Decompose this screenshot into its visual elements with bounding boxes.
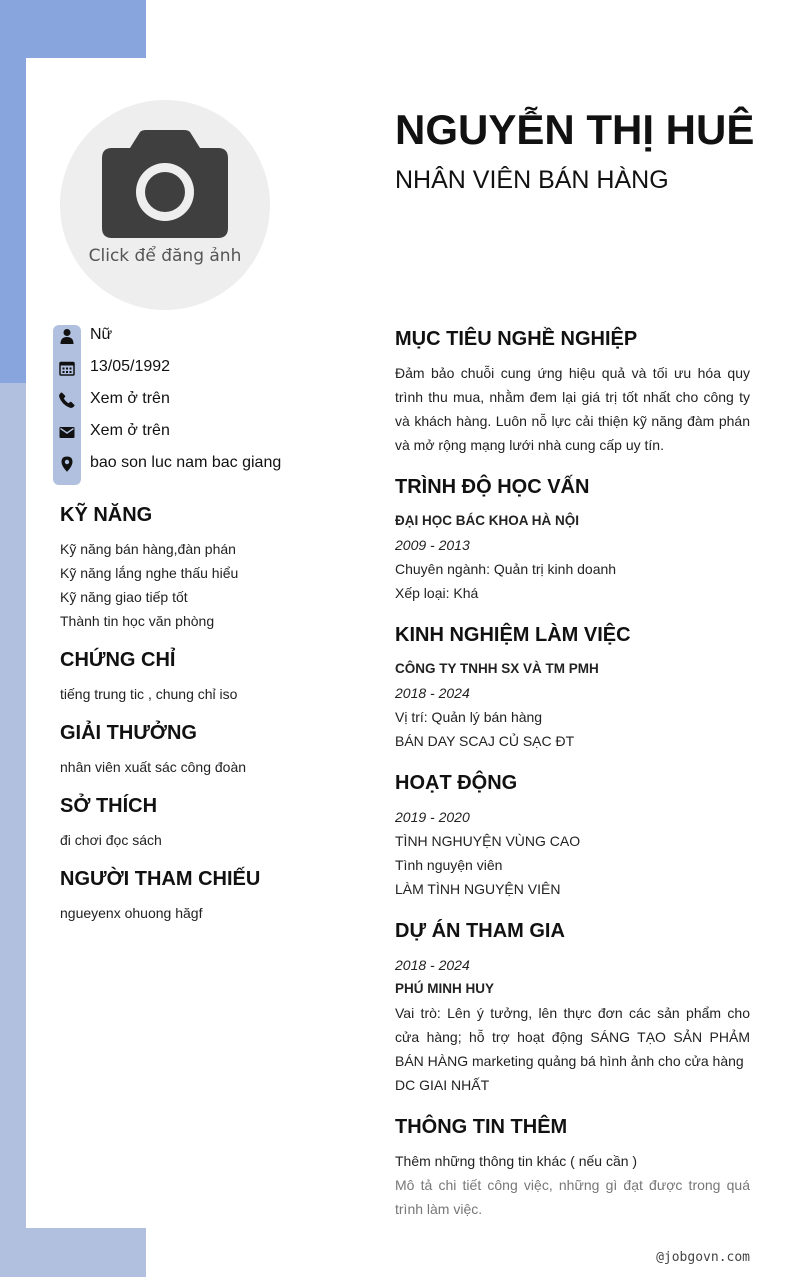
projects-title: DỰ ÁN THAM GIA bbox=[395, 920, 565, 942]
birthday-value: 13/05/1992 bbox=[90, 358, 171, 375]
contact-birthday bbox=[53, 355, 373, 383]
camera-icon bbox=[102, 130, 228, 240]
school-name: ĐẠI HỌC BÁC KHOA HÀ NỘI bbox=[395, 513, 579, 528]
hobbies-section bbox=[60, 793, 360, 852]
extra-description: Mô tả chi tiết công việc, những gì đạt được trong quá trình làm việc. bbox=[395, 1177, 750, 1217]
hobbies-title: SỞ THÍCH bbox=[60, 795, 158, 817]
photo-caption: Click để đăng ảnh bbox=[88, 246, 242, 266]
experience-desc: BÁN DAY SCAJ CỦ SẠC ĐT bbox=[395, 733, 575, 749]
experience-period: 2018 - 2024 bbox=[395, 685, 470, 701]
objective-title: MỤC TIÊU NGHỀ NGHIỆP bbox=[395, 328, 638, 350]
award-item: nhân viên xuất sác công đoàn bbox=[60, 759, 247, 775]
hobby-item: đi chơi đọc sách bbox=[60, 832, 162, 848]
envelope-icon bbox=[59, 424, 75, 440]
awards-section bbox=[60, 720, 360, 779]
email-value: Xem ở trên bbox=[90, 422, 170, 439]
skills-section bbox=[60, 502, 360, 633]
contact-gender bbox=[53, 323, 373, 351]
left-column bbox=[60, 502, 360, 939]
projects-section bbox=[395, 918, 750, 1097]
project-period: 2018 - 2024 bbox=[395, 957, 470, 973]
activity-desc: LÀM TÌNH NGUYỆN VIÊN bbox=[395, 881, 561, 897]
activities-section bbox=[395, 770, 750, 901]
footer-brand: @jobgovn.com bbox=[656, 1250, 750, 1265]
extra-line: Thêm những thông tin khác ( nếu cần ) bbox=[395, 1153, 638, 1169]
gender-value: Nữ bbox=[90, 326, 113, 343]
phone-icon bbox=[59, 392, 75, 408]
awards-title: GIẢI THƯỞNG bbox=[60, 722, 197, 744]
objective-text: Đảm bảo chuỗi cung ứng hiệu quả và tối ưu hóa quy trình thu mua, nhằm đem lại giá trị tốt nhất cho công ty và khách hàng. Luôn nỗ lực cải thiện kỹ năng đàm phán và mở rộng mạng lưới nhà cung cấp uy tín. bbox=[395, 365, 750, 453]
activity-role: Tình nguyện viên bbox=[395, 857, 503, 873]
job-title: NHÂN VIÊN BÁN HÀNG bbox=[395, 166, 669, 194]
project-desc: DC GIAI NHẤT bbox=[395, 1077, 490, 1093]
references-title: NGƯỜI THAM CHIẾU bbox=[60, 868, 261, 890]
references-section bbox=[60, 866, 360, 925]
skill-item: Kỹ năng lắng nghe thấu hiểu bbox=[60, 565, 239, 581]
right-column bbox=[395, 326, 750, 1238]
skills-title: KỸ NĂNG bbox=[60, 504, 153, 526]
reference-item: ngueyenx ohuong hăgf bbox=[60, 905, 203, 921]
phone-value: Xem ở trên bbox=[90, 390, 170, 407]
certificates-section bbox=[60, 647, 360, 706]
certificate-item: tiếng trung tic , chung chỉ iso bbox=[60, 686, 238, 702]
education-title: TRÌNH ĐỘ HỌC VẤN bbox=[395, 476, 590, 498]
extra-section bbox=[395, 1114, 750, 1221]
calendar-icon bbox=[59, 360, 75, 376]
education-period: 2009 - 2013 bbox=[395, 537, 470, 553]
experience-title: KINH NGHIỆM LÀM VIỆC bbox=[395, 624, 631, 646]
education-major: Chuyên ngành: Quản trị kinh doanh bbox=[395, 561, 617, 577]
activities-title: HOẠT ĐỘNG bbox=[395, 772, 518, 794]
extra-title: THÔNG TIN THÊM bbox=[395, 1116, 568, 1138]
activity-org: TÌNH NGHUYỆN VÙNG CAO bbox=[395, 833, 581, 849]
education-rank: Xếp loại: Khá bbox=[395, 585, 479, 601]
certificates-title: CHỨNG CHỈ bbox=[60, 649, 176, 671]
skill-item: Kỹ năng bán hàng,đàn phán bbox=[60, 541, 236, 557]
address-value: bao son luc nam bac giang bbox=[90, 454, 282, 471]
candidate-name: NGUYỄN THỊ HUÊ bbox=[395, 106, 755, 153]
contact-phone bbox=[53, 387, 373, 415]
education-section bbox=[395, 474, 750, 605]
project-role: Vai trò: Lên ý tưởng, lên thực đơn các sản phẩm cho cửa hàng; hỗ trợ hoạt động SÁNG TẠO SẢN PHẢM BÁN HÀNG marketing quảng bá hình ảnh cho cửa hàng bbox=[395, 1005, 750, 1069]
project-name: PHÚ MINH HUY bbox=[395, 981, 495, 996]
person-icon bbox=[59, 328, 75, 344]
activity-period: 2019 - 2020 bbox=[395, 809, 470, 825]
skill-item: Thành tin học văn phòng bbox=[60, 613, 215, 629]
photo-upload[interactable] bbox=[60, 100, 270, 310]
contact-email bbox=[53, 419, 373, 447]
experience-position: Vị trí: Quản lý bán hàng bbox=[395, 709, 543, 725]
company-name: CÔNG TY TNHH SX VÀ TM PMH bbox=[395, 661, 599, 676]
objective-section bbox=[395, 326, 750, 457]
location-pin-icon bbox=[59, 456, 75, 472]
contact-address bbox=[53, 451, 373, 479]
experience-section bbox=[395, 622, 750, 753]
skill-item: Kỹ năng giao tiếp tốt bbox=[60, 589, 188, 605]
